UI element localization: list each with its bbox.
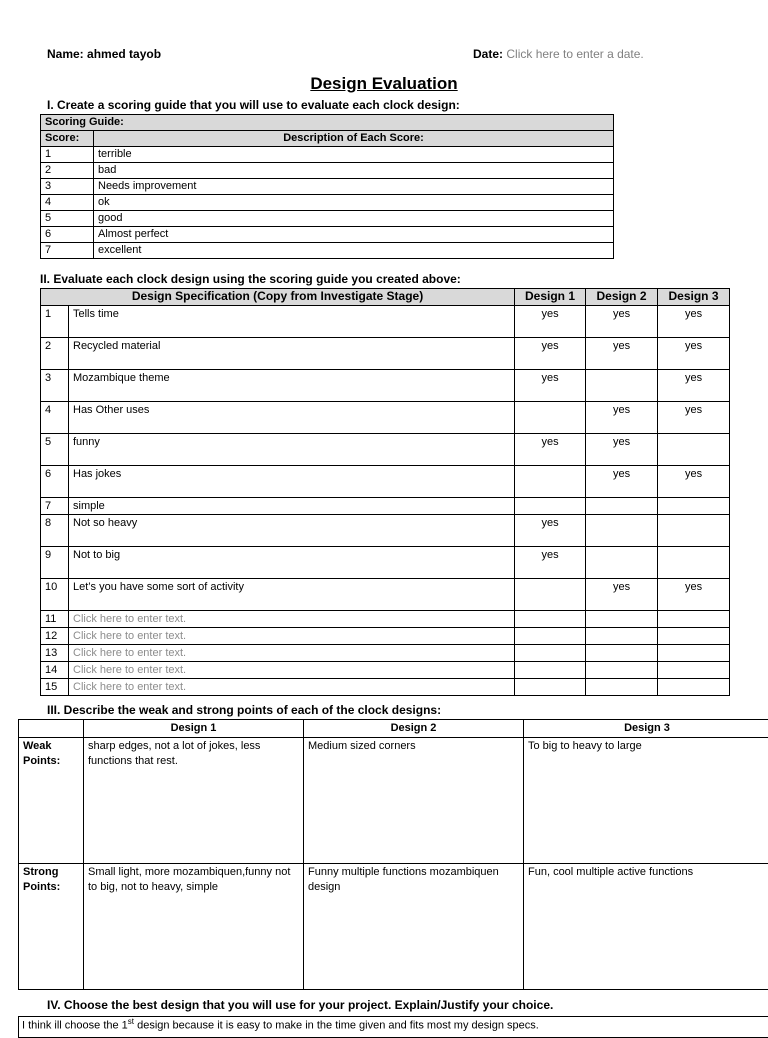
- design-3-rating-cell[interactable]: [658, 547, 730, 579]
- design-1-rating-cell[interactable]: yes: [515, 306, 586, 338]
- evaluation-row: [41, 306, 730, 338]
- design-2-rating-cell[interactable]: yes: [586, 466, 658, 498]
- spec-number-cell: 8: [41, 515, 69, 547]
- scoring-guide-table: [40, 114, 614, 259]
- scoring-row: [41, 227, 614, 243]
- score-description-cell[interactable]: terrible: [94, 147, 614, 163]
- spec-text-cell[interactable]: Not to big: [69, 547, 515, 579]
- score-description-cell[interactable]: ok: [94, 195, 614, 211]
- date-line: [473, 47, 644, 61]
- spec-text-cell[interactable]: Click here to enter text.: [69, 628, 515, 645]
- score-cell: 1: [41, 147, 94, 163]
- design-2-rating-cell[interactable]: yes: [586, 338, 658, 370]
- name-value[interactable]: ahmed tayob: [87, 47, 161, 61]
- design-3-rating-cell[interactable]: [658, 662, 730, 679]
- spec-number-cell: 10: [41, 579, 69, 611]
- score-cell: 4: [41, 195, 94, 211]
- spec-number-cell: 2: [41, 338, 69, 370]
- design-3-rating-cell[interactable]: yes: [658, 370, 730, 402]
- spec-text-cell[interactable]: Click here to enter text.: [69, 645, 515, 662]
- evaluation-row: [41, 579, 730, 611]
- design-1-rating-cell[interactable]: [515, 628, 586, 645]
- scoring-row: [41, 147, 614, 163]
- design-1-rating-cell[interactable]: [515, 498, 586, 515]
- evaluation-row: [41, 370, 730, 402]
- page-title: Design Evaluation: [0, 74, 768, 94]
- scoring-row: [41, 195, 614, 211]
- spec-text-cell[interactable]: Tells time: [69, 306, 515, 338]
- empty-corner-cell: [19, 720, 84, 738]
- date-label: Date:: [473, 47, 503, 61]
- spec-text-cell[interactable]: Click here to enter text.: [69, 679, 515, 696]
- spec-column-header: Design Specification (Copy from Investigate Stage): [41, 289, 515, 306]
- design-1-rating-cell[interactable]: yes: [515, 338, 586, 370]
- design-2-rating-cell[interactable]: [586, 515, 658, 547]
- weak-strong-design-2-header: Design 2: [304, 720, 524, 738]
- score-cell: 2: [41, 163, 94, 179]
- design-1-rating-cell[interactable]: [515, 645, 586, 662]
- design-2-rating-cell[interactable]: [586, 370, 658, 402]
- scoring-row: [41, 243, 614, 259]
- weak-strong-table: [18, 719, 768, 990]
- spec-text-cell[interactable]: Let’s you have some sort of activity: [69, 579, 515, 611]
- name-line: [47, 47, 161, 61]
- design-1-rating-cell[interactable]: yes: [515, 515, 586, 547]
- spec-number-cell: 14: [41, 662, 69, 679]
- design-1-rating-cell[interactable]: yes: [515, 547, 586, 579]
- justification-answer-box[interactable]: [18, 1016, 768, 1038]
- design-1-rating-cell[interactable]: [515, 662, 586, 679]
- evaluation-row: [41, 498, 730, 515]
- weak-points-design-1[interactable]: sharp edges, not a lot of jokes, less functions that rest.: [84, 738, 304, 864]
- design-3-rating-cell[interactable]: yes: [658, 466, 730, 498]
- spec-number-cell: 3: [41, 370, 69, 402]
- design-1-rating-cell[interactable]: [515, 402, 586, 434]
- design-3-rating-cell[interactable]: [658, 498, 730, 515]
- design-2-rating-cell[interactable]: [586, 662, 658, 679]
- spec-number-cell: 11: [41, 611, 69, 628]
- scoring-row: [41, 211, 614, 227]
- weak-strong-design-3-header: Design 3: [524, 720, 768, 738]
- spec-text-cell[interactable]: Has jokes: [69, 466, 515, 498]
- spec-number-cell: 15: [41, 679, 69, 696]
- design-1-column-header: Design 1: [515, 289, 586, 306]
- evaluation-row: [41, 662, 730, 679]
- weak-points-design-2[interactable]: Medium sized corners: [304, 738, 524, 864]
- evaluation-row: [41, 434, 730, 466]
- section-2-heading: II. Evaluate each clock design using the scoring guide you created above:: [40, 272, 461, 286]
- design-1-rating-cell[interactable]: [515, 579, 586, 611]
- design-1-rating-cell[interactable]: yes: [515, 434, 586, 466]
- spec-text-cell[interactable]: Has Other uses: [69, 402, 515, 434]
- score-cell: 5: [41, 211, 94, 227]
- design-2-rating-cell[interactable]: yes: [586, 402, 658, 434]
- section-4-heading: IV. Choose the best design that you will use for your project. Explain/Justify your choice.: [47, 998, 553, 1012]
- strong-points-label: Strong Points:: [19, 864, 84, 990]
- design-3-rating-cell[interactable]: [658, 611, 730, 628]
- strong-points-design-3[interactable]: Fun, cool multiple active functions: [524, 864, 768, 990]
- spec-text-cell[interactable]: Recycled material: [69, 338, 515, 370]
- design-3-rating-cell[interactable]: [658, 645, 730, 662]
- design-1-rating-cell[interactable]: [515, 466, 586, 498]
- design-3-rating-cell[interactable]: yes: [658, 306, 730, 338]
- evaluation-row: [41, 402, 730, 434]
- design-3-column-header: Design 3: [658, 289, 730, 306]
- name-label: Name:: [47, 47, 84, 61]
- evaluation-row: [41, 466, 730, 498]
- spec-text-cell[interactable]: Click here to enter text.: [69, 611, 515, 628]
- spec-number-cell: 9: [41, 547, 69, 579]
- score-cell: 7: [41, 243, 94, 259]
- score-cell: 6: [41, 227, 94, 243]
- evaluation-row: [41, 547, 730, 579]
- weak-points-label: Weak Points:: [19, 738, 84, 864]
- design-2-rating-cell[interactable]: yes: [586, 579, 658, 611]
- score-cell: 3: [41, 179, 94, 195]
- design-2-column-header: Design 2: [586, 289, 658, 306]
- scoring-guide-title: Scoring Guide:: [41, 115, 614, 131]
- spec-number-cell: 12: [41, 628, 69, 645]
- spec-number-cell: 6: [41, 466, 69, 498]
- score-description-cell[interactable]: bad: [94, 163, 614, 179]
- design-2-rating-cell[interactable]: [586, 645, 658, 662]
- design-3-rating-cell[interactable]: [658, 628, 730, 645]
- spec-number-cell: 13: [41, 645, 69, 662]
- design-3-rating-cell[interactable]: yes: [658, 579, 730, 611]
- evaluation-table: [40, 288, 730, 696]
- design-1-rating-cell[interactable]: yes: [515, 370, 586, 402]
- score-description-cell[interactable]: good: [94, 211, 614, 227]
- answer-superscript: st: [128, 1017, 134, 1026]
- spec-text-cell[interactable]: Click here to enter text.: [69, 662, 515, 679]
- design-3-rating-cell[interactable]: [658, 515, 730, 547]
- spec-number-cell: 1: [41, 306, 69, 338]
- score-description-cell[interactable]: Almost perfect: [94, 227, 614, 243]
- spec-number-cell: 4: [41, 402, 69, 434]
- weak-points-design-3[interactable]: To big to heavy to large: [524, 738, 768, 864]
- score-description-cell[interactable]: excellent: [94, 243, 614, 259]
- design-2-rating-cell[interactable]: [586, 628, 658, 645]
- design-3-rating-cell[interactable]: yes: [658, 402, 730, 434]
- answer-text-end: design because it is easy to make in the time given and fits most my design specs.: [134, 1020, 539, 1032]
- spec-text-cell[interactable]: Mozambique theme: [69, 370, 515, 402]
- design-3-rating-cell[interactable]: [658, 679, 730, 696]
- scoring-row: [41, 163, 614, 179]
- spec-text-cell[interactable]: Not so heavy: [69, 515, 515, 547]
- score-column-header: Score:: [41, 131, 94, 147]
- score-description-cell[interactable]: Needs improvement: [94, 179, 614, 195]
- evaluation-row: [41, 338, 730, 370]
- design-2-rating-cell[interactable]: yes: [586, 306, 658, 338]
- design-2-rating-cell[interactable]: [586, 611, 658, 628]
- design-3-rating-cell[interactable]: yes: [658, 338, 730, 370]
- spec-text-cell[interactable]: simple: [69, 498, 515, 515]
- design-1-rating-cell[interactable]: [515, 679, 586, 696]
- design-3-rating-cell[interactable]: [658, 434, 730, 466]
- section-1-heading: I. Create a scoring guide that you will use to evaluate each clock design:: [47, 98, 460, 112]
- section-3-heading: III. Describe the weak and strong points of each of the clock designs:: [47, 703, 441, 717]
- spec-number-cell: 5: [41, 434, 69, 466]
- strong-points-design-1[interactable]: Small light, more mozambiquen,funny not to big, not to heavy, simple: [84, 864, 304, 990]
- weak-strong-design-1-header: Design 1: [84, 720, 304, 738]
- evaluation-row: [41, 611, 730, 628]
- spec-text-cell[interactable]: funny: [69, 434, 515, 466]
- evaluation-row: [41, 515, 730, 547]
- answer-text-start: I think ill choose the 1: [22, 1020, 128, 1032]
- spec-number-cell: 7: [41, 498, 69, 515]
- scoring-row: [41, 179, 614, 195]
- evaluation-row: [41, 679, 730, 696]
- evaluation-row: [41, 645, 730, 662]
- design-2-rating-cell[interactable]: [586, 547, 658, 579]
- strong-points-design-2[interactable]: Funny multiple functions mozambiquen design: [304, 864, 524, 990]
- date-field[interactable]: Click here to enter a date.: [506, 47, 643, 61]
- evaluation-row: [41, 628, 730, 645]
- design-2-rating-cell[interactable]: [586, 498, 658, 515]
- design-2-rating-cell[interactable]: [586, 679, 658, 696]
- description-column-header: Description of Each Score:: [94, 131, 614, 147]
- design-1-rating-cell[interactable]: [515, 611, 586, 628]
- design-2-rating-cell[interactable]: yes: [586, 434, 658, 466]
